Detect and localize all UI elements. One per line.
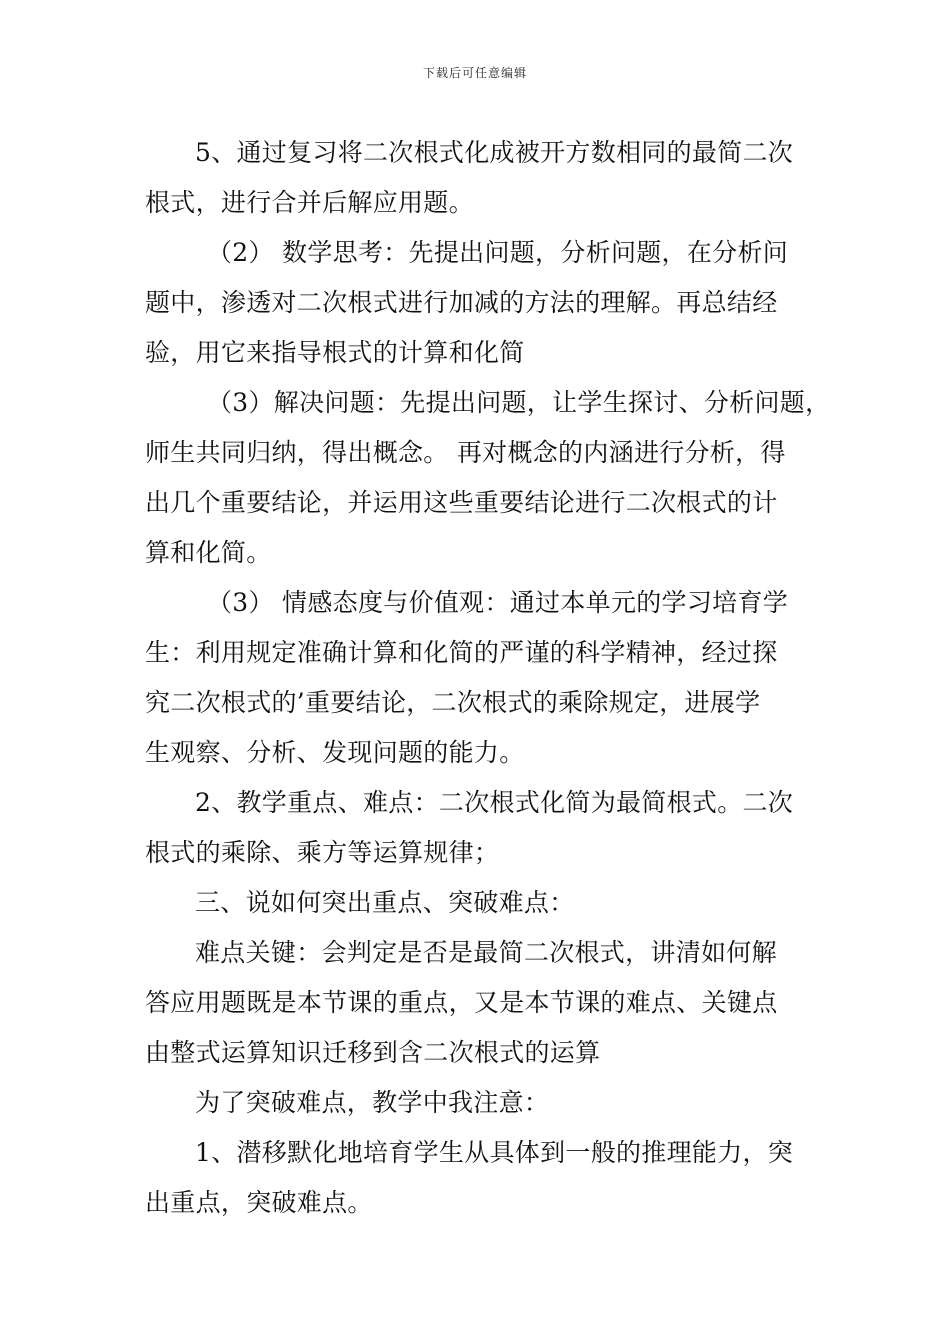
page-header-note: 下载后可任意编辑 [422, 66, 527, 80]
text-line: 出重点，突破难点。 [145, 1188, 373, 1217]
text-line: 答应用题既是本节课的重点，又是本节课的难点、关键点 [145, 988, 778, 1017]
text-line: 验，用它来指导根式的计算和化简 [145, 338, 525, 367]
text-line: 生观察、分析、发现问题的能力。 [145, 738, 525, 767]
text-line: 出几个重要结论，并运用这些重要结论进行二次根式的计 [145, 488, 778, 517]
text-line: （2） 数学思考：先提出问题，分析问题，在分析问 [207, 238, 789, 267]
document-body [145, 128, 831, 1228]
text-line: 生：利用规定准确计算和化简的严谨的科学精神，经过探 [145, 638, 778, 667]
text-line: 由整式运算知识迁移到含二次根式的运算 [145, 1038, 601, 1067]
text-line: 1、潜移默化地培育学生从具体到一般的推理能力，突 [195, 1138, 794, 1167]
text-line: 师生共同归纳，得出概念。 再对概念的内涵进行分析，得 [145, 438, 786, 467]
text-line: 算和化简。 [145, 538, 272, 567]
text-line: 2、教学重点、难点：二次根式化简为最简根式。二次 [195, 788, 794, 817]
text-line: 究二次根式的’重要结论，二次根式的乘除规定，进展学 [145, 688, 761, 717]
text-line: 题中，渗透对二次根式进行加减的方法的理解。再总结经 [145, 288, 778, 317]
text-line: 5、通过复习将二次根式化成被开方数相同的最简二次 [195, 138, 794, 167]
section-heading: 三、说如何突出重点、突破难点： [195, 888, 575, 917]
text-line: 为了突破难点，教学中我注意： [195, 1088, 550, 1117]
text-line: 根式，进行合并后解应用题。 [145, 188, 474, 217]
text-line: 根式的乘除、乘方等运算规律； [145, 838, 500, 867]
text-line: 难点关键：会判定是否是最简二次根式，讲清如何解 [195, 938, 777, 967]
text-line: （3） 情感态度与价值观：通过本单元的学习培育学 [207, 588, 789, 617]
text-line: （3）解决问题：先提出问题，让学生探讨、分析问题， [207, 388, 831, 417]
